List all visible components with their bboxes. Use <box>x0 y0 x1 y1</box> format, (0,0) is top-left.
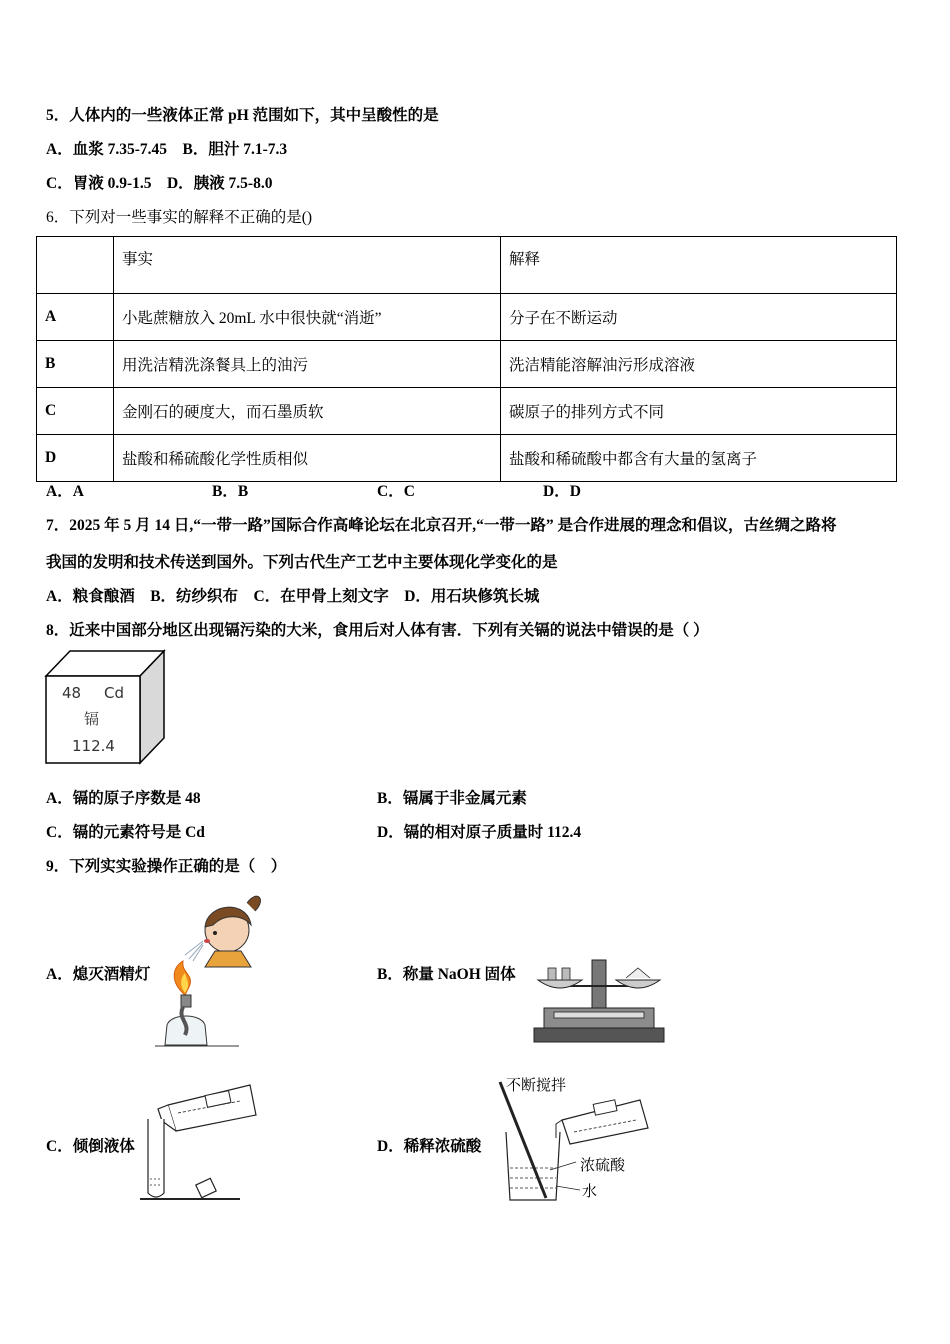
label-water: 水 <box>582 1182 598 1200</box>
balance-scale-figure <box>530 950 668 1046</box>
q8-option-d[interactable]: D．镉的相对原子质量时 112.4 <box>377 824 582 841</box>
table-header-fact: 事实 <box>114 237 501 294</box>
q9-option-b[interactable]: B．称量 NaOH 固体 <box>377 966 516 983</box>
q5-stem: 5．人体内的一些液体正常 pH 范围如下，其中呈酸性的是 <box>46 107 439 124</box>
row-key: A <box>37 294 114 341</box>
q6-option-d[interactable]: D．D <box>543 483 581 500</box>
element-cell-cadmium <box>44 648 168 766</box>
table-row <box>37 435 897 482</box>
table-row <box>37 294 897 341</box>
table-cell <box>37 237 114 294</box>
diluting-acid-figure <box>490 1072 665 1212</box>
label-acid: 浓硫酸 <box>580 1156 626 1174</box>
element-number: 48 <box>62 684 82 702</box>
row-fact: 金刚石的硬度大，而石墨质软 <box>114 388 501 435</box>
element-name: 镉 <box>84 710 100 728</box>
q9-option-d[interactable]: D．稀释浓硫酸 <box>377 1138 482 1155</box>
row-explanation: 盐酸和稀硫酸中都含有大量的氢离子 <box>501 435 897 482</box>
table-row <box>37 341 897 388</box>
q9-option-c[interactable]: C．倾倒液体 <box>46 1138 135 1155</box>
table-header-explanation: 解释 <box>501 237 897 294</box>
row-key: B <box>37 341 114 388</box>
row-fact: 用洗洁精洗涤餐具上的油污 <box>114 341 501 388</box>
q6-option-b[interactable]: B．B <box>212 483 249 500</box>
row-explanation: 洗洁精能溶解油污形成溶液 <box>501 341 897 388</box>
q9-stem: 9．下列实实验操作正确的是（ ） <box>46 858 287 875</box>
q8-option-c[interactable]: C．镉的元素符号是 Cd <box>46 824 205 841</box>
q7-stem-line1: 7．2025 年 5 月 14 日,“一带一路”国际合作高峰论坛在北京召开,“一带一路” 是合作进展的理念和倡议，古丝绸之路将 <box>46 517 837 534</box>
label-stir: 不断搅拌 <box>506 1076 567 1094</box>
q5-options-row2: C．胃液 0.9-1.5 D．胰液 7.5-8.0 <box>46 175 273 192</box>
row-key: D <box>37 435 114 482</box>
pouring-liquid-figure <box>140 1075 260 1205</box>
q6-option-a[interactable]: A．A <box>46 483 84 500</box>
q8-option-a[interactable]: A．镉的原子序数是 48 <box>46 790 201 807</box>
row-fact: 盐酸和稀硫酸化学性质相似 <box>114 435 501 482</box>
q8-stem: 8．近来中国部分地区出现镉污染的大米，食用后对人体有害．下列有关镉的说法中错误的是（ ） <box>46 622 709 639</box>
element-symbol: Cd <box>104 684 124 702</box>
q6-stem: 6．下列对一些事实的解释不正确的是() <box>46 209 313 226</box>
row-key: C <box>37 388 114 435</box>
q7-options: A．粮食酿酒 B．纺纱织布 C．在甲骨上刻文字 D．用石块修筑长城 <box>46 588 540 605</box>
q8-option-b[interactable]: B．镉属于非金属元素 <box>377 790 527 807</box>
row-explanation: 分子在不断运动 <box>501 294 897 341</box>
q6-option-c[interactable]: C．C <box>377 483 415 500</box>
q7-stem-line2: 我国的发明和技术传送到国外。下列古代生产工艺中主要体现化学变化的是 <box>46 554 558 571</box>
element-mass: 112.4 <box>72 737 115 755</box>
table-row <box>37 388 897 435</box>
q5-options-row1: A．血浆 7.35-7.45 B．胆汁 7.1-7.3 <box>46 141 288 158</box>
q6-table <box>36 236 897 482</box>
q9-option-a[interactable]: A．熄灭酒精灯 <box>46 966 151 983</box>
table-header-row <box>37 237 897 294</box>
blowing-out-lamp-figure <box>155 885 267 1050</box>
row-fact: 小匙蔗糖放入 20mL 水中很快就“消逝” <box>114 294 501 341</box>
row-explanation: 碳原子的排列方式不同 <box>501 388 897 435</box>
